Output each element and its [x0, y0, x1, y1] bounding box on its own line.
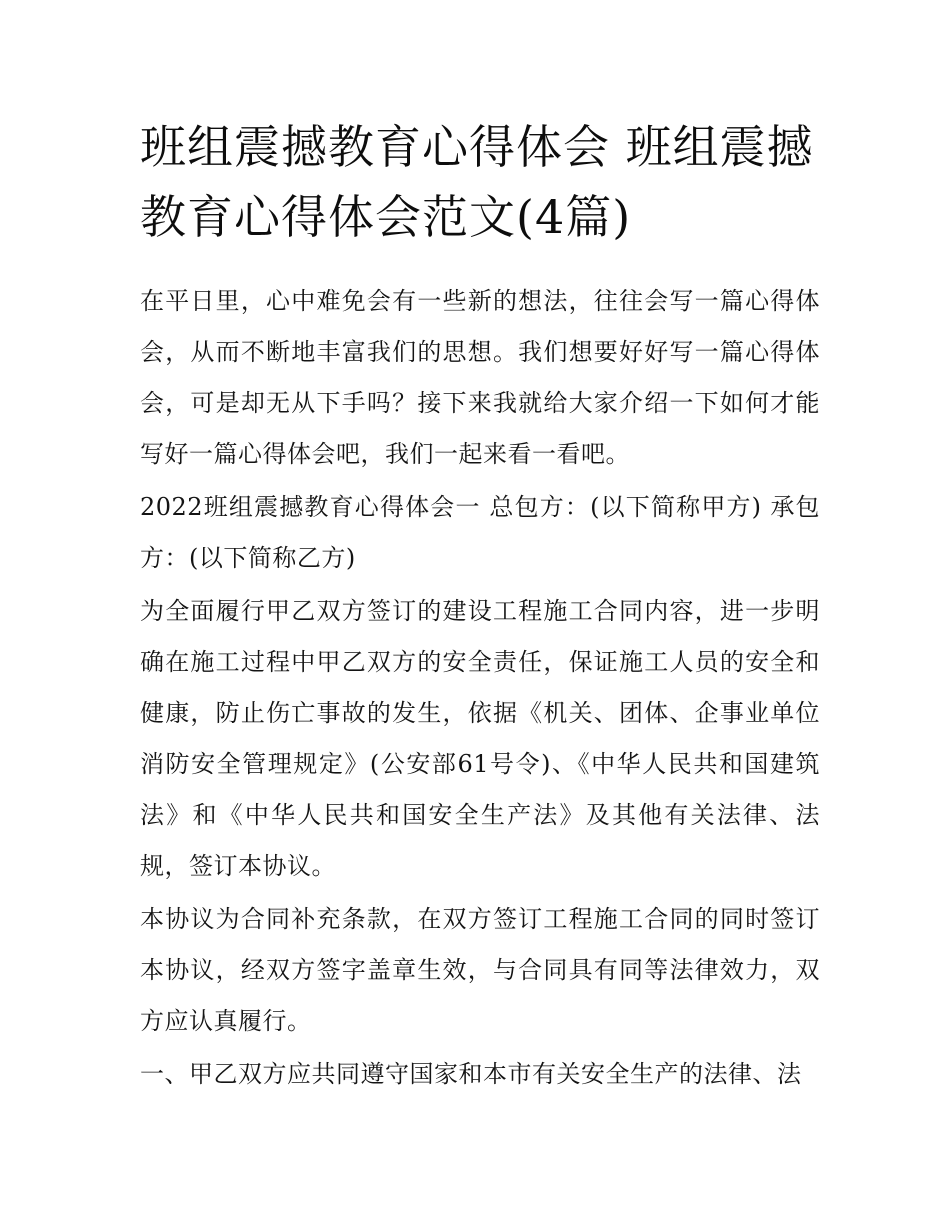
clause-one-paragraph: 一、甲乙双方应共同遵守国家和本市有关安全生产的法律、法: [140, 1060, 802, 1088]
document-title: 班组震撼教育心得体会 班组震撼教育心得体会范文(4篇): [140, 120, 814, 244]
document-body: [140, 276, 820, 1102]
parties-paragraph: 2022班组震撼教育心得体会一 总包方：(以下简称甲方) 承包方：(以下简称乙方): [140, 493, 820, 572]
purpose-paragraph: 为全面履行甲乙双方签订的建设工程施工合同内容，进一步明确在施工过程中甲乙双方的安全责任，保证施工人员的安全和健康，防止伤亡事故的发生，依据《机关、团体、企事业单位消防安全管理规定》(公安部61号令)、《中华人民共和国建筑法》和《中华人民共和国安全生产法》及其他有关法律、法规，签订本协议。: [140, 597, 820, 880]
intro-paragraph: 在平日里，心中难免会有一些新的想法，往往会写一篇心得体会，从而不断地丰富我们的思想。我们想要好好写一篇心得体会，可是却无从下手吗？接下来我就给大家介绍一下如何才能写好一篇心得体会吧，我们一起来看一看吧。: [140, 287, 820, 468]
supplement-paragraph: 本协议为合同补充条款，在双方签订工程施工合同的同时签订本协议，经双方签字盖章生效，与合同具有同等法律效力，双方应认真履行。: [140, 905, 820, 1035]
